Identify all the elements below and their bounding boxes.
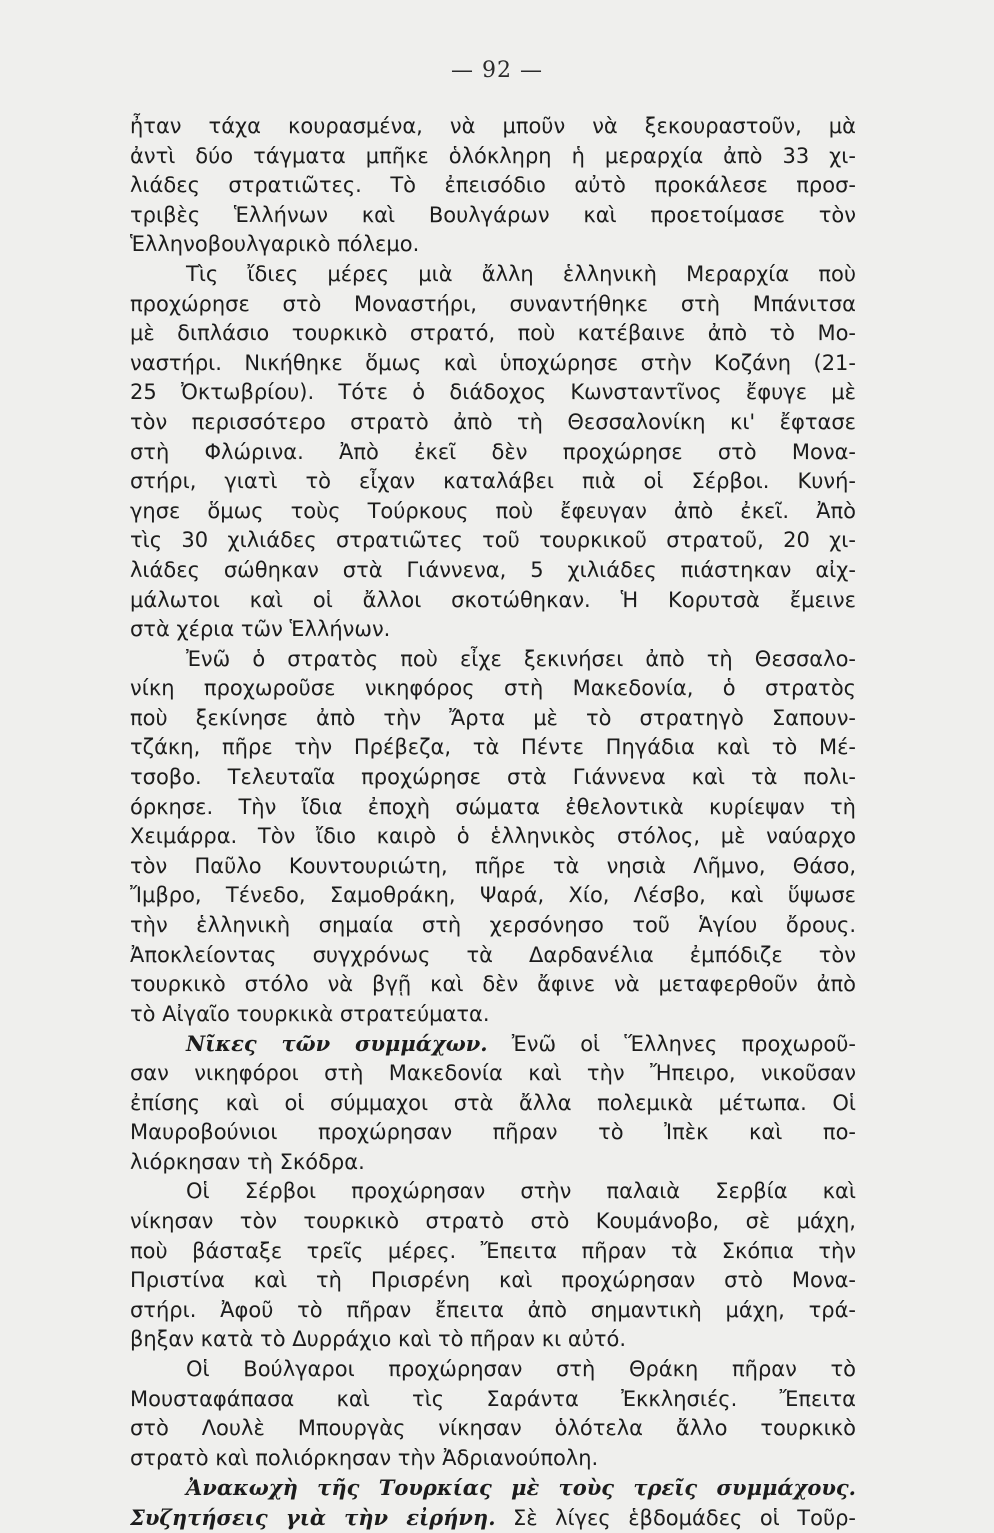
text-run: Ἐνῶ οἱ Ἕλληνες προχωροῦ- bbox=[487, 1032, 856, 1057]
text-line: Οἱ Σέρβοι προχώρησαν στὴν παλαιὰ Σερβία καὶ bbox=[186, 1179, 856, 1204]
text-line: βηξαν κατὰ τὸ Δυρράχιο καὶ τὸ πῆραν κι αὐτό. bbox=[130, 1327, 627, 1352]
text-line: στὸ Λουλὲ Μπουργὰς νίκησαν ὁλότελα ἄλλο τουρκικὸ bbox=[130, 1416, 856, 1441]
text-line: Ἑλληνοβουλγαρικὸ πόλεμο. bbox=[130, 232, 420, 257]
text-line: Μαυροβούνιοι προχώρησαν πῆραν τὸ Ἰπὲκ καὶ πο- bbox=[130, 1120, 856, 1145]
page-number: — 92 — bbox=[451, 58, 543, 83]
text-line: τὴν ἑλληνικὴ σημαία στὴ χερσόνησο τοῦ Ἁγίου ὄρους. bbox=[130, 913, 856, 938]
text-line: τσοβο. Τελευταῖα προχώρησε στὰ Γιάννενα καὶ τὰ πολι- bbox=[130, 765, 856, 790]
text-line: ἦταν τάχα κουρασμένα, νὰ μποῦν νὰ ξεκουραστοῦν, μὰ bbox=[130, 114, 856, 138]
text-line: τὸ Αἰγαῖο τουρκικὰ στρατεύματα. bbox=[130, 1001, 490, 1026]
text-line: τὶς 30 χιλιάδες στρατιῶτες τοῦ τουρκικοῦ στρατοῦ, 20 χι- bbox=[130, 528, 856, 553]
text-line: ναστήρι. Νικήθηκε ὅμως καὶ ὑποχώρησε στὴν Κοζάνη (21- bbox=[130, 350, 856, 375]
text-line: Ἐνῶ ὁ στρατὸς ποὺ εἶχε ξεκινήσει ἀπὸ τὴ Θεσσαλο- bbox=[186, 646, 856, 671]
text-line bbox=[130, 1029, 856, 1059]
text-line: στήρι. Ἀφοῦ τὸ πῆραν ἔπειτα ἀπὸ σημαντικὴ μάχη, τρά- bbox=[130, 1297, 856, 1322]
text-line: μάλωτοι καὶ οἱ ἄλλοι σκοτώθηκαν. Ἡ Κορυτσὰ ἔμεινε bbox=[130, 587, 856, 612]
text-line: νίκη προχωροῦσε νικηφόρος στὴ Μακεδονία, ὁ στρατὸς bbox=[130, 676, 856, 701]
text-line: τριβὲς Ἑλλήνων καὶ Βουλγάρων καὶ προετοίμασε τὸν bbox=[130, 202, 856, 227]
text-line: προχώρησε στὸ Μοναστήρι, συναντήθηκε στὴ Μπάνιτσα bbox=[130, 291, 856, 316]
section-heading-syzitiseis: Συζητήσεις γιὰ τὴν εἰρήνη. bbox=[130, 1504, 496, 1530]
text-line: λιάδες σώθηκαν στὰ Γιάννενα, 5 χιλιάδες πιάστηκαν αἰχ- bbox=[130, 557, 856, 582]
text-line: τζάκη, πῆρε τὴν Πρέβεζα, τὰ Πέντε Πηγάδια καὶ τὸ Μέ- bbox=[130, 735, 856, 760]
text-line: τουρκικὸ στόλο νὰ βγῇ καὶ δὲν ἄφινε νὰ μεταφερθοῦν ἀπὸ bbox=[130, 972, 856, 997]
text-line: σαν νικηφόροι στὴ Μακεδονία καὶ τὴν Ἤπειρο, νικοῦσαν bbox=[130, 1061, 856, 1085]
text-line: ποὺ βάσταξε τρεῖς μέρες. Ἔπειτα πῆραν τὰ Σκόπια τὴν bbox=[130, 1238, 856, 1263]
text-line bbox=[130, 1473, 856, 1503]
body-text bbox=[130, 112, 856, 1533]
text-line: ἐπίσης καὶ οἱ σύμμαχοι στὰ ἄλλα πολεμικὰ μέτωπα. Οἱ bbox=[130, 1090, 856, 1115]
text-line: στήρι, γιατὶ τὸ εἶχαν καταλάβει πιὰ οἱ Σέρβοι. Κυνή- bbox=[130, 469, 856, 494]
text-line: ποὺ ξεκίνησε ἀπὸ τὴν Ἄρτα μὲ τὸ στρατηγὸ Σαπουν- bbox=[130, 705, 856, 730]
text-line: Οἱ Βούλγαροι προχώρησαν στὴ Θράκη πῆραν τὸ bbox=[186, 1356, 856, 1381]
text-line: ἀντὶ δύο τάγματα μπῆκε ὁλόκληρη ἡ μεραρχία ἀπὸ 33 χι- bbox=[130, 143, 856, 168]
text-line: στρατὸ καὶ πολιόρκησαν τὴν Ἀδριανούπολη. bbox=[130, 1445, 599, 1470]
text-line: Ἀποκλείοντας συγχρόνως τὰ Δαρδανέλια ἐμπόδιζε τὸν bbox=[130, 942, 856, 967]
text-line: λιάδες στρατιῶτες. Τὸ ἐπεισόδιο αὐτὸ προκάλεσε προσ- bbox=[130, 173, 856, 198]
text-line: 25 Ὀκτωβρίου). Τότε ὁ διάδοχος Κωνσταντῖνος ἔφυγε μὲ bbox=[130, 380, 856, 405]
text-line: Πριστίνα καὶ τὴ Πρισρένη καὶ προχώρησαν στὸ Μονα- bbox=[130, 1268, 856, 1293]
text-line: νίκησαν τὸν τουρκικὸ στρατὸ στὸ Κουμάνοβο, σὲ μάχη, bbox=[130, 1208, 856, 1233]
text-line bbox=[130, 1503, 856, 1533]
text-line: Ἴμβρο, Τένεδο, Σαμοθράκη, Ψαρά, Χίο, Λέσβο, καὶ ὕψωσε bbox=[130, 883, 856, 908]
text-line: στὰ χέρια τῶν Ἑλλήνων. bbox=[130, 617, 391, 642]
section-heading-nikes: Νῖκες τῶν συμμάχων. bbox=[186, 1031, 488, 1057]
text-line: όρκησε. Τὴν ἴδια ἐποχὴ σώματα ἐθελοντικὰ κυρίεψαν τὴ bbox=[130, 794, 856, 819]
text-line: λιόρκησαν τὴ Σκόδρα. bbox=[130, 1149, 365, 1174]
text-line: Μουσταφάπασα καὶ τὶς Σαράντα Ἐκκλησιές. Ἔπειτα bbox=[130, 1386, 856, 1411]
text-run: Σὲ λίγες ἑβδομάδες οἱ Τοῦρ- bbox=[495, 1505, 856, 1530]
text-line: τὸν Παῦλο Κουντουριώτη, πῆρε τὰ νησιὰ Λῆμνο, Θάσο, bbox=[130, 853, 856, 878]
text-line: γησε ὅμως τοὺς Τούρκους ποὺ ἔφευγαν ἀπὸ ἐκεῖ. Ἀπὸ bbox=[130, 498, 856, 523]
text-line: Χειμάρρα. Τὸν ἴδιο καιρὸ ὁ ἑλληνικὸς στόλος, μὲ ναύαρχο bbox=[130, 824, 856, 849]
text-line: μὲ διπλάσιο τουρκικὸ στρατό, ποὺ κατέβαινε ἀπὸ τὸ Μο- bbox=[130, 321, 856, 346]
section-heading-anakoxi: Ἀνακωχὴ τῆς Τουρκίας μὲ τοὺς τρεῖς συμμάχους. bbox=[186, 1475, 856, 1501]
text-line: στὴ Φλώρινα. Ἀπὸ ἐκεῖ δὲν προχώρησε στὸ Μονα- bbox=[130, 439, 856, 464]
text-line: τὸν περισσότερο στρατὸ ἀπὸ τὴ Θεσσαλονίκη κι' ἔφτασε bbox=[130, 409, 856, 434]
text-line: Τὶς ἴδιες μέρες μιὰ ἄλλη ἑλληνικὴ Μεραρχία ποὺ bbox=[186, 261, 856, 286]
